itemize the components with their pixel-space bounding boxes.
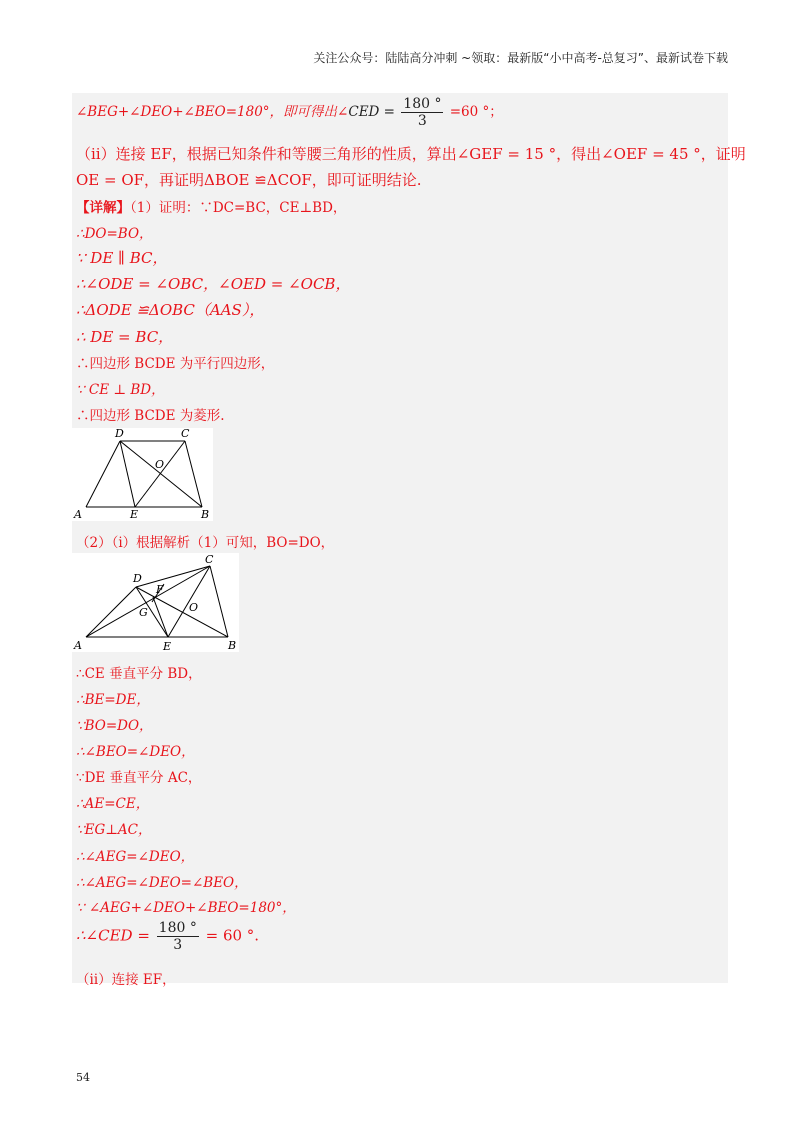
fraction-denominator: 3 — [417, 113, 427, 129]
label-O: O — [155, 458, 165, 471]
label-G: G — [139, 606, 148, 619]
label-E: E — [163, 640, 172, 652]
text-segment: （1）证明：∵DC=BC，CE⊥BD， — [130, 200, 347, 216]
solution-line-16: ∵BO=DO， — [76, 718, 153, 734]
segment-AD — [86, 441, 120, 507]
detail-tag: 【详解】 — [76, 200, 130, 216]
solution-line-6: ∵ DE ∥ BC， — [76, 249, 168, 267]
figure-triangle — [72, 553, 239, 652]
segment-AD — [86, 587, 136, 637]
text-segment: ∠BEG+∠DEO+∠BEO=180°，即可得出∠ — [76, 104, 349, 120]
text-segment: =60 °； — [445, 104, 503, 120]
fraction-numerator: 180 ° — [158, 920, 197, 936]
solution-line-14: ∴CE 垂直平分 BD， — [76, 666, 202, 682]
segment-CB — [185, 441, 202, 507]
solution-line-22: ∴∠AEG=∠DEO=∠BEO， — [76, 875, 248, 891]
fraction — [401, 96, 443, 129]
fraction-numerator: 180 ° — [403, 96, 442, 112]
label-A: A — [74, 639, 82, 652]
solution-line-19: ∴AE=CE， — [76, 796, 150, 812]
solution-line-9: ∴ DE = BC， — [76, 328, 174, 346]
solution-line-21: ∴∠AEG=∠DEO， — [76, 849, 195, 865]
text-segment: CED — [348, 104, 380, 120]
solution-line-24 — [76, 920, 259, 953]
figure-triangle-svg — [72, 553, 239, 652]
label-C: C — [181, 428, 190, 440]
solution-line-7: ∴∠ODE = ∠OBC，∠OED = ∠OCB， — [76, 275, 351, 293]
page-header: 关注公众号：陆陆高分冲刺 ~领取：最新版“小中高考-总复习”、最新试卷下载 — [313, 51, 728, 65]
figure-rhombus — [72, 428, 213, 521]
label-D: D — [133, 572, 142, 585]
figure-rhombus-svg — [72, 428, 213, 521]
fraction — [157, 920, 199, 953]
solution-line-17: ∴∠BEO=∠DEO， — [76, 744, 195, 760]
solution-line-10: ∴四边形 BCDE 为平行四边形， — [76, 356, 275, 372]
solution-line-12: ∴四边形 BCDE 为菱形. — [76, 408, 225, 424]
text-segment: = 60 °. — [200, 926, 260, 945]
label-B: B — [201, 508, 210, 521]
solution-line-13: （2）（ⅰ）根据解析（1）可知，BO=DO， — [76, 535, 335, 551]
solution-line-2: （ⅱ）连接 EF，根据已知条件和等腰三角形的性质，算出∠GEF = 15 °，得出∠OEF = 45 °，证明 — [76, 145, 746, 163]
page-number: 54 — [76, 1071, 90, 1084]
segment-EC — [135, 441, 185, 507]
label-B: B — [228, 639, 237, 652]
label-F: F — [156, 583, 164, 596]
label-O: O — [189, 601, 199, 614]
solution-line-23: ∵ ∠AEG+∠DEO+∠BEO=180°， — [76, 900, 296, 916]
text-segment: = — [379, 104, 400, 120]
label-D: D — [115, 428, 124, 440]
label-C: C — [205, 553, 214, 566]
solution-line-4 — [76, 196, 346, 216]
text-segment: ∴∠CED = — [76, 926, 155, 945]
solution-line-25: （ⅱ）连接 EF， — [76, 972, 176, 988]
segment-DB — [136, 587, 228, 637]
label-A: A — [74, 508, 82, 521]
label-E: E — [130, 508, 139, 521]
fraction-denominator: 3 — [173, 937, 183, 953]
solution-line-3: OE = OF，再证明ΔBOE ≌ΔCOF，即可证明结论. — [76, 171, 422, 189]
solution-line-8: ∴ΔODE ≌ΔOBC（AAS）， — [76, 301, 265, 319]
solution-line-1 — [76, 96, 503, 129]
solution-line-18: ∵DE 垂直平分 AC， — [76, 770, 202, 786]
solution-line-20: ∵EG⊥AC， — [76, 822, 152, 838]
segment-CB — [210, 566, 228, 637]
solution-line-11: ∵ CE ⊥ BD， — [76, 382, 165, 398]
solution-line-5: ∴DO=BO， — [76, 226, 153, 242]
solution-line-15: ∴BE=DE， — [76, 692, 150, 708]
